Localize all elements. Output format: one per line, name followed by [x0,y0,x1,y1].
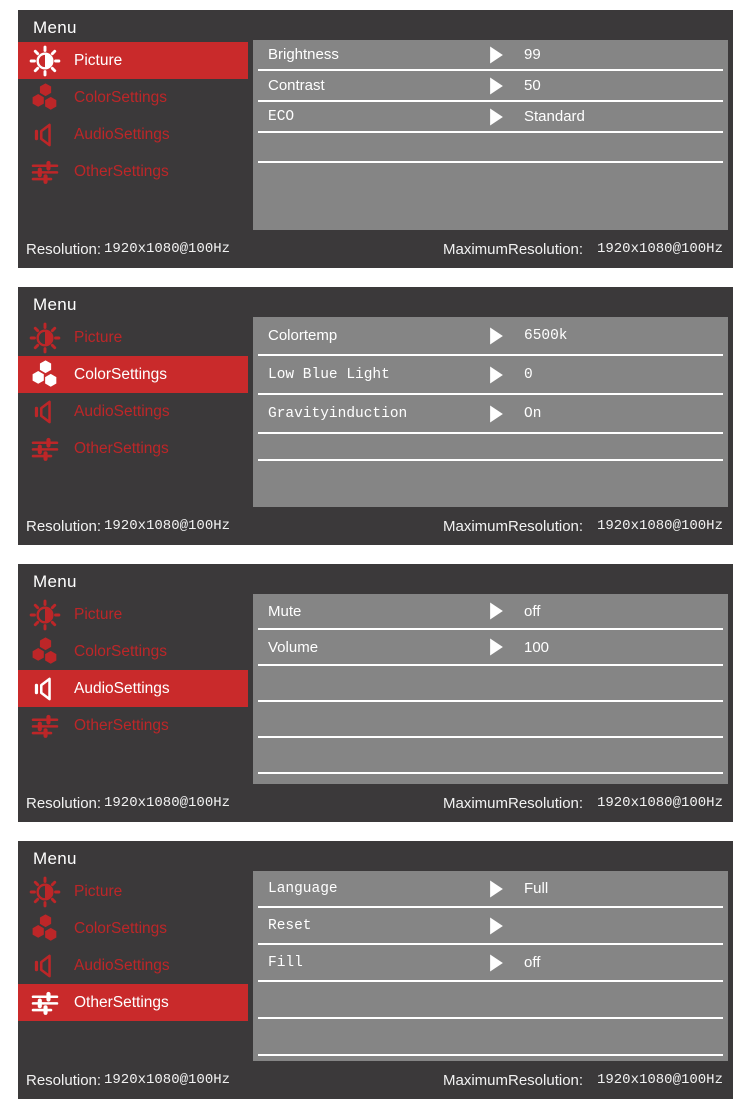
menu-title: Menu [33,18,77,37]
sidebar-item-label: ColorSettings [74,642,168,660]
menu-title: Menu [33,572,77,591]
setting-row-contrast[interactable] [258,71,723,102]
sidebar-item-label: AudioSettings [74,956,170,974]
sidebar-item-label: OtherSettings [74,993,169,1011]
settings-list [253,317,728,507]
osd-panel-color-settings [18,287,733,545]
hexagons-icon [29,82,61,114]
empty-row [258,666,723,702]
sidebar-item-label: Picture [74,605,123,623]
sliders-icon [29,987,61,1019]
right-arrow-icon [490,917,503,934]
right-arrow-icon [490,603,503,620]
right-arrow-icon [490,405,503,422]
right-arrow-icon [490,108,503,125]
sidebar-item-label: Picture [74,328,123,346]
sidebar-item-label: AudioSettings [74,402,170,420]
sidebar [18,42,248,190]
setting-row-brightness[interactable] [258,40,723,71]
right-arrow-icon [490,77,503,94]
setting-label: Low Blue Light [268,366,390,383]
right-arrow-icon [490,46,503,63]
status-bar [18,230,733,268]
right-arrow-icon [490,639,503,656]
resolution-label: Resolution: [26,1072,102,1089]
sliders-icon [29,156,61,188]
resolution-value: 1920x1080@100Hz [104,241,231,257]
sidebar-item-picture[interactable] [18,596,248,633]
sidebar-item-picture[interactable] [18,319,248,356]
status-bar [18,784,733,822]
empty-row [258,1019,723,1056]
sidebar [18,596,248,744]
hexagons-icon [29,359,61,391]
sidebar-item-label: OtherSettings [74,716,169,734]
sidebar-item-label: AudioSettings [74,679,170,697]
osd-panel-other-settings [18,841,733,1099]
setting-label: Reset [268,917,312,934]
resolution-label: Resolution: [26,518,102,535]
setting-row-eco[interactable] [258,102,723,133]
right-arrow-icon [490,954,503,971]
max-resolution-label: MaximumResolution: [443,795,584,812]
setting-value: off [524,602,541,620]
sidebar-item-audio-settings[interactable] [18,116,248,153]
sidebar [18,319,248,467]
max-resolution-value: 1920x1080@100Hz [596,795,723,811]
sun-icon [29,876,61,908]
sidebar-item-audio-settings[interactable] [18,393,248,430]
setting-label: Language [268,880,338,897]
setting-row-gravityinduction[interactable] [258,395,723,434]
sidebar-item-color-settings[interactable] [18,633,248,670]
empty-row [258,982,723,1019]
max-resolution-value: 1920x1080@100Hz [596,241,723,257]
setting-label: Fill [268,954,303,971]
menu-title: Menu [33,849,77,868]
setting-label: Volume [268,638,319,656]
max-resolution-label: MaximumResolution: [443,241,584,258]
status-bar [18,507,733,545]
setting-value: 6500k [524,327,568,344]
sidebar-item-color-settings[interactable] [18,910,248,947]
osd-panel-audio-settings [18,564,733,822]
speaker-icon [29,119,61,151]
setting-label: Colortemp [268,327,338,344]
max-resolution-value: 1920x1080@100Hz [596,518,723,534]
osd-panel-picture [18,10,733,268]
sun-icon [29,599,61,631]
menu-title: Menu [33,295,77,314]
resolution-label: Resolution: [26,795,102,812]
empty-row [258,133,723,163]
sidebar [18,873,248,1021]
sun-icon [29,322,61,354]
speaker-icon [29,950,61,982]
resolution-value: 1920x1080@100Hz [104,518,231,534]
resolution-value: 1920x1080@100Hz [104,795,231,811]
setting-value: 50 [524,77,541,94]
max-resolution-value: 1920x1080@100Hz [596,1072,723,1088]
sidebar-item-label: AudioSettings [74,125,170,143]
sidebar-item-other-settings[interactable] [18,153,248,190]
settings-list [253,871,728,1061]
settings-list [253,40,728,230]
setting-value: 100 [524,638,550,656]
sidebar-item-label: OtherSettings [74,439,169,457]
sidebar-item-color-settings[interactable] [18,79,248,116]
sidebar-item-label: ColorSettings [74,365,168,383]
sun-icon [29,45,61,77]
right-arrow-icon [490,880,503,897]
setting-value: 99 [524,46,541,63]
setting-value: Standard [524,108,585,125]
max-resolution-label: MaximumResolution: [443,1072,584,1089]
resolution-label: Resolution: [26,241,102,258]
setting-label: Gravityinduction [268,405,408,422]
sidebar-item-label: ColorSettings [74,88,168,106]
setting-row-fill[interactable] [258,945,723,982]
setting-label: ECO [268,108,295,125]
max-resolution-label: MaximumResolution: [443,518,584,535]
sidebar-item-audio-settings[interactable] [18,947,248,984]
setting-row-mute[interactable] [258,594,723,630]
empty-row [258,702,723,738]
setting-row-colortemp[interactable] [258,317,723,356]
sidebar-item-picture[interactable] [18,42,248,79]
setting-value: On [524,405,542,422]
setting-row-low-blue-light[interactable] [258,356,723,395]
sidebar-item-label: OtherSettings [74,162,169,180]
sidebar-item-label: Picture [74,882,123,900]
sliders-icon [29,710,61,742]
sidebar-item-color-settings[interactable] [18,356,248,393]
hexagons-icon [29,913,61,945]
empty-row [258,434,723,461]
empty-row [258,738,723,774]
setting-label: Contrast [268,77,325,94]
setting-value: 0 [524,366,533,383]
setting-value: off [524,954,541,971]
setting-label: Brightness [268,46,339,63]
sidebar-item-audio-settings[interactable] [18,670,248,707]
sidebar-item-picture[interactable] [18,873,248,910]
speaker-icon [29,673,61,705]
setting-row-language[interactable] [258,871,723,908]
sidebar-item-other-settings[interactable] [18,430,248,467]
right-arrow-icon [490,327,503,344]
sidebar-item-label: ColorSettings [74,919,168,937]
sidebar-item-other-settings[interactable] [18,707,248,744]
resolution-value: 1920x1080@100Hz [104,1072,231,1088]
setting-value: Full [524,880,549,897]
settings-list [253,594,728,784]
setting-row-reset[interactable] [258,908,723,945]
speaker-icon [29,396,61,428]
setting-label: Mute [268,602,302,620]
right-arrow-icon [490,366,503,383]
sidebar-item-label: Picture [74,51,123,69]
sidebar-item-other-settings[interactable] [18,984,248,1021]
setting-row-volume[interactable] [258,630,723,666]
status-bar [18,1061,733,1099]
hexagons-icon [29,636,61,668]
sliders-icon [29,433,61,465]
